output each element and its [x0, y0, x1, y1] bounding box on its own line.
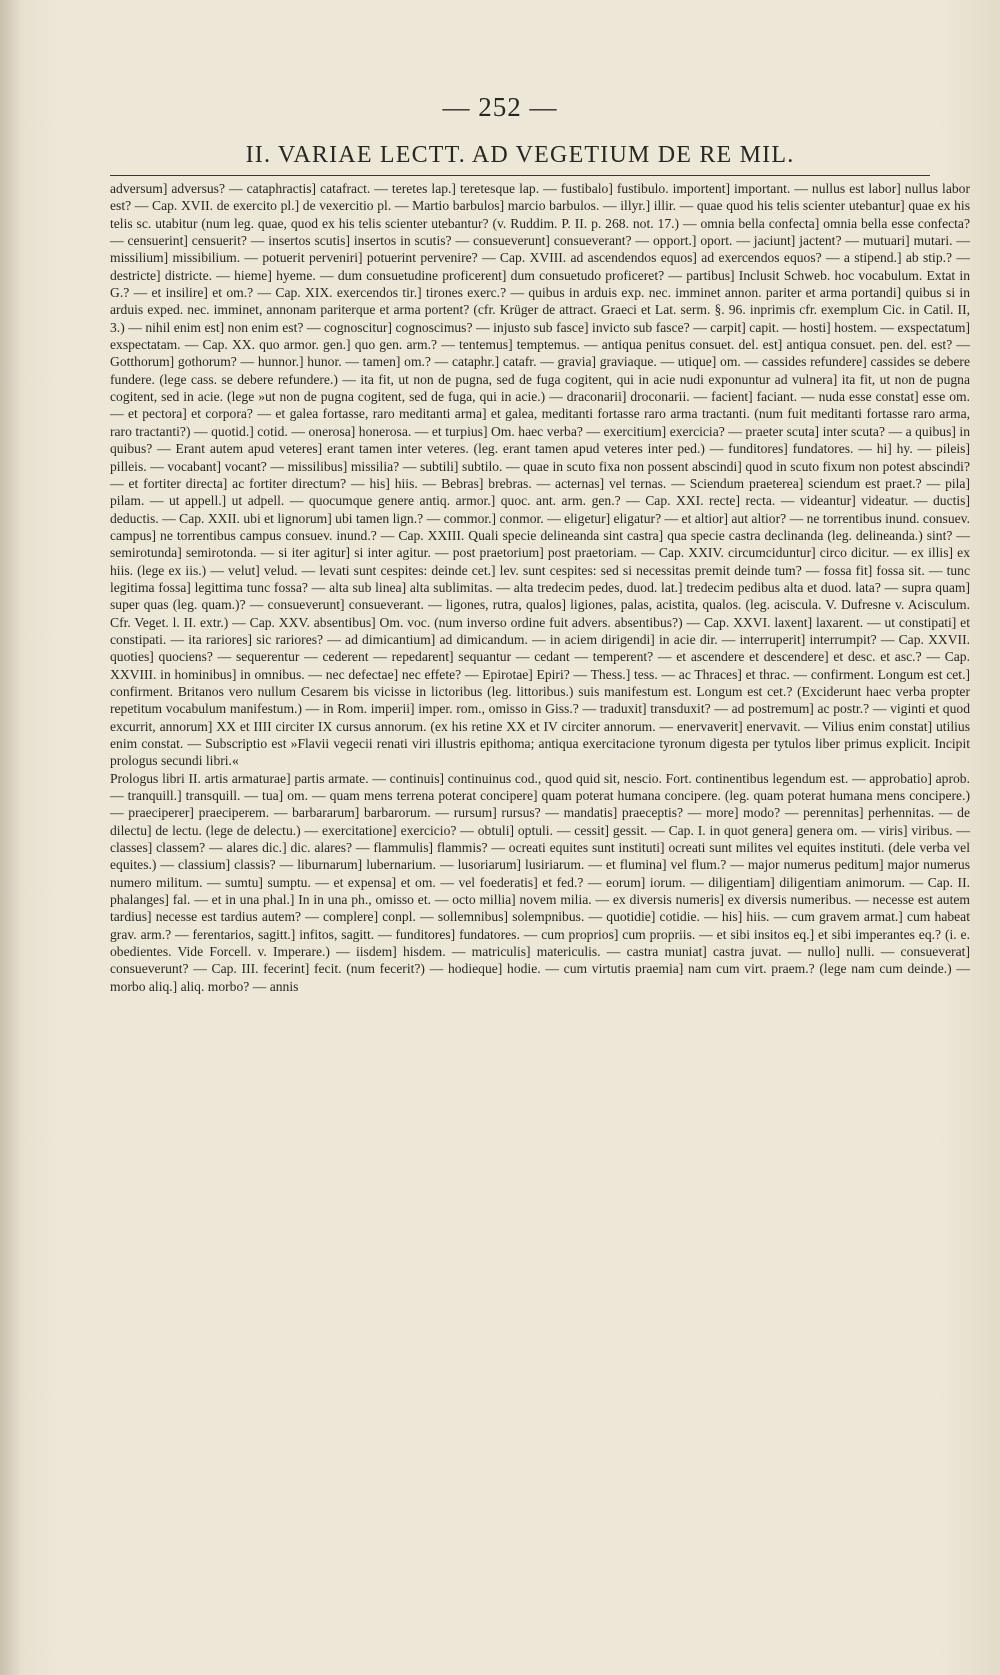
- running-title: II. VARIAE LECTT. AD VEGETIUM DE RE MIL.: [245, 142, 795, 168]
- page-gutter-shadow: [0, 0, 22, 1675]
- variant-readings-text: adversum] adversus? — cataphractis] catafract. — teretes lap.] teretesque lap. — fustibalo] fustibulo. importent] important. — nullus est labor] nullus labor est? — Cap. XVII. de exercito pl.] de vexercitio pl. — Martio barbulos] marcio barbulos. — illyr.] illir. — quae quod his telis scienter utebantur] quae ex his telis sc. utabitur (num leg. quae, quod ex his telis scienter utebantur? (v. Ruddim. P. II. p. 268. not. 17.) — omnia bella confecta] omnia bella esse confecta? — censuerint] censuerit? — insertos scutis] insertos in scutis? — consueverunt] consueverant? — opport.] oport. — jaciunt] jactent? — mutuari] mutari. — missilium] missibilium. — potuerit perveniri] potuerint pervenire? — Cap. XVIII. ad ascendendos equos] ad exercendos equos? — a stipend.] ab stip.? — destricte] districte. — hieme] hyeme. — dum consuetudine proficerent] dum consuetudo proficeret? — partibus] Inclusit Schweb. hoc vocabulum. Extat in G.? — et insilire] et om.? — Cap. XIX. exercendos tir.] tirones exerc.? — quibus in arduis exp. nec. imminet annon. pariter et arma portandi] quibus si in arduis exped. nec. imminet, annonam pariterque et arma portent? (cfr. Krüger de attract. Graeci et Lat. serm. §. 96. inprimis cfr. exemplum Cic. in Catil. II, 3.) — nihil enim est] non enim est? — cognoscitur] cognoscimus? — injusto sub fasce] invicto sub fasce? — carpit] capit. — hosti] hostem. — exspectatum] exspectatam. — Cap. XX. quo armor. gen.] quo gen. arm.? — tentemus] temptemus. — antiqua penitus consuet. del. est] antiqua consuet. pen. del. est? — Gotthorum] gothorum? — hunnor.] hunor. — tamen] om.? — cataphr.] catafr. — gravia] graviaque. — utique] om. — cassides refundere] cassides se debere fundere. (lege cass. se debere refundere.) — ita fit, ut non de pugna, sed de fuga cogitent, qui in acie nudi exponuntur ad vulnera] ita fit, ut non de pugna cogitent, sed in acie. (lege »ut non de pugna cogitent, sed de fuga, qui in acie.) — draconarii] droconarii. — facient] faciant. — nuda esse constat] esse om. — et pectora] et corpora? — et galea fortasse, raro meditanti arma] et galea, meditanti fortasse raro arma tractanti. (num fuit meditanti fortasse raro arma, raro tractanti?) — quotid.] cotid. — onerosa] honerosa. — et turpius] Om. haec verba? — exercitium] exercicia? — praeter scuta] inter scuta? — a quibus] in quibus? — Erant autem apud veteres] erant tamen inter veteres. (leg. erant tamen apud veteres inter ped.) — funditores] fundatores. — hi] hy. — pileis] pilleis. — vocabant] vocant? — missilibus] missilia? — subtili] subtilo. — quae in scuto fixa non possent abscindi] quod in scuto fixum non potest abscindi? — et fortiter directa] ac fortiter directum? — his] hiis. — Bebras] brebras. — acternas] vel ternas. — Sciendum praeterea] sciendum est praet.? — pila] pilam. — ut appell.] ut adpell. — quocumque genere antiq. armor.] quoc. ant. arm. gen.? — Cap. XXI. recte] recta. — videantur] videatur. — ductis] deductis. — Cap. XXII. ubi et lignorum] ubi tamen lign.? — commor.] conmor. — eligetur] eligatur? — et altior] aut altior? — ne torrentibus inund. consuev. campus] ne torrentibus campus consuev. inund.? — Cap. XXIII. Quali specie delineanda sint castra] qua specie castra declinanda (leg. delineanda.) sint? — semirotunda] semirotonda. — si iter agitur] si inter agitur. — post praetorium] post praetoriam. — Cap. XXIV. circumciduntur] circo dicitur. — ex illis] ex hiis. (lege ex iis.) — velut] velud. — levati sunt cespites: deinde cet.] lev. sunt cespites: sed si necessitas premit deinde tum? — fossa fit] fossa sit. — tunc legitima fossa] legittima tunc fossa? — alta sub linea] alta sublimitas. — alta tredecim pedes, duod. lat.] tredecim pedibus alta et duod. lata? — supra quam] super quas (leg. quam.)? — consueverunt] consueverant. — ligones, rutra, qualos] ligiones, palas, acistita, qualos. (leg. aciscula. V. Dufresne v. Acisculum. Cfr. Veget. l. II. extr.) — Cap. XXV. absentibus] Om. voc. (num inverso ordine fuit advers. absentibus?) — Cap. XXVI. laxent] laxarent. — ut constipati] et constipati. — ita rariores] sic rariores? — ad dimicantium] ad dimicandum. — in aciem dirigendi] in acie dir. — interruperit] interrumpit? — Cap. XXVII. quoties] quociens? — sequerentur — cederent — repedarent] sequantur — cedant — temperent? — et ascendere et descendere] et desc. et asc.? — Cap. XXVIII. in hominibus] in omnibus. — nec defectae] nec effete? — Epirotae] Epiri? — Thess.] tess. — ac Thraces] et thrac. — confirment. Longum est cet.] confirment. Britanos vero nullum Cesarem bis vicisse in lictoribus (leg. littoribus.) suis manifestum est. Longum est cet.? (Exciderunt haec verba propter repetitum vocabulum manifestum.) — in Rom. imperii] imper. rom., omisso in Giss.? — traduxit] transduxit? — ad postremum] ac postr.? — viginti et quod excurrit, annorum] XX et IIII circiter IX cursus annorum. (ex his retine XX et IV circiter annorum. — enervaverit] enervavit. — Vilius enim constat] utilius enim constat. — Subscriptio est »Flavii vegecii renati viri illustris epithoma; antiqua exercitacione tyronum digesta per tytulos liber primus explicit. Incipit prologus secundi libri.« Prologus libri II. artis armaturae] partis armate. — continuis] continuinus cod., quod quid sit, nescio. Fort. continentibus legendum est. — approbatio] aprob. — tranquill.] transquill. — tua] om. — quam mens terrena poterat concipere] quam poterat humana concipere. (leg. quam poterat humana mens concipere.) — praeciperer] praeciperem. — barbararum] barbarorum. — rursum] rursus? — mandatis] praeceptis? — more] modo? — perennitas] perhennitas. — de dilectu] de lectu. (lege de delectu.) — exercitatione] exercicio? — obtuli] optuli. — cessit] gessit. — Cap. I. in quot genera] genera om. — viris] viribus. — classes] classem? — alares dic.] dic. alares? — flammulis] flammis? — ocreati equites sunt instituti] ocreati sunt milites vel equites instituti. (dele verba vel equites.) — classium] classis? — liburnarum] lubernarium. — lusoriarum] lusiriarum. — et flumina] vel flum.? — major numerus peditum] major numerus numero militum. — sumtu] sumptu. — et expensa] et om. — vel foederatis] et fed.? — eorum] iorum. — diligentiam] diligentiam animorum. — Cap. II. phalanges] fal. — et in una phal.] In in una ph., omisso et. — octo millia] novem milia. — ex diversis numeris] ex diversis numeribus. — necesse est autem tardius] necesse est tardius autem? — complere] conpl. — sollemnibus] solempnibus. — quotidie] cotidie. — his] hiis. — cum gravem armat.] cum habeat grav. arm.? — ferentarios, sagitt.] infitos, sagitt. — funditores] fundatores. — cum proprios] cum propriis. — et sibi insitos eq.] et sibi imperantes eq.? (i. e. obedientes. Vide Forcell. v. Imperare.) — iisdem] hisdem. — matriculis] matericulis. — castra muniat] castra juvat. — nullo] nulli. — consueverat] consueverunt? — Cap. III. fecerint] fecit. (num fecerit?) — hodieque] hodie. — cum virtutis praemia] nam cum virt. praem.? (lege nam cum deinde.) — morbo aliq.] aliq. morbo? — annis: [110, 181, 970, 994]
- page-number: — 252 —: [442, 92, 558, 122]
- header-rule: [110, 175, 930, 176]
